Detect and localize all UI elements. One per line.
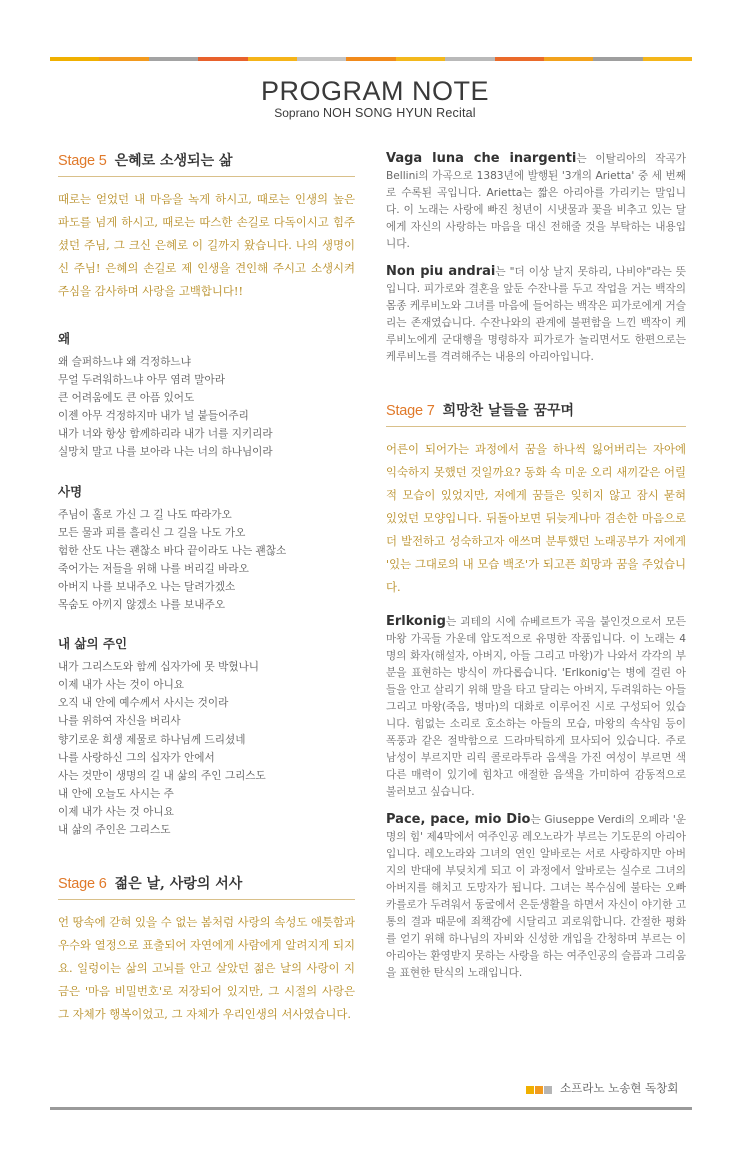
song-text: 는 Giuseppe Verdi의 오페라 '운명의 힘' 제4막에서 여주인공 레오노라가 부르는 기도문의 아리아입니다. 레오노라와 그녀의 연인 알바로는 서로 사랑하지만 아버지의 반대에 부딪치게 되고 이 과정에서 알바로는 실수로 그녀의 아버지를 해치고 도망자가 됩니다. 그녀는 복수심에 불타는 오빠 카를로가 두려워서 동굴에서 은둔생활을 하면서 자신이 야기한 고통의 결과 때문에 죄책감에 시달리고 괴로워합니다. 간절한 평화를 얻기 위해 하나님의 자비와 신성한 개입을 간청하며 부르는 이 아리아는 환영받지 못하는 사랑을 하는 여주인공의 슬픔과 그리움을 표현한 탄식의 노래입니다. xyxy=(386,814,686,979)
poem-block xyxy=(58,634,355,839)
poem-line: 내 안에 오늘도 사시는 주 xyxy=(58,787,174,800)
stage7-heading xyxy=(386,400,686,427)
song-description xyxy=(386,811,686,982)
poem-block xyxy=(58,482,355,615)
poem-line: 나를 위하여 자신을 버리사 xyxy=(58,715,181,728)
song-title: Vaga luna che inargenti xyxy=(386,151,577,166)
top-color-bar xyxy=(50,57,692,61)
color-bar-segment xyxy=(544,57,593,61)
song-title: Pace, pace, mio Dio xyxy=(386,812,531,827)
song-text: 는 이탈리아의 작곡가 Bellini의 가곡으로 1383년에 발행된 '3개의 Arietta' 중 세 번째로 수록된 곡입니다. Arietta는 짧은 아리아를 가리키는 말입니다. 이 노래는 사랑에 빠진 청년이 시냇물과 꽃을 비추고 있는 달에게 자신의 사랑하는 마음을 대신 전해줄 것을 부탁하는 내용입니다. xyxy=(386,153,686,250)
color-bar-segment xyxy=(50,57,99,61)
poem-line: 이제 내가 사는 것이 아니요 xyxy=(58,679,185,692)
poem-line: 이젠 아무 걱정하지마 내가 널 붙들어주리 xyxy=(58,410,249,423)
stage5-title: 은혜로 소생되는 삶 xyxy=(114,153,233,169)
stage7-title: 희망찬 날들을 꿈꾸며 xyxy=(442,403,575,419)
poem-line: 왜 슬퍼하느냐 왜 걱정하느냐 xyxy=(58,356,191,368)
color-bar-segment xyxy=(297,57,346,61)
footer-square xyxy=(535,1086,543,1094)
poem-line: 실망치 말고 나를 보아라 나는 너의 하나님이라 xyxy=(58,446,273,459)
poem-line: 험한 산도 나는 괜찮소 바다 끝이라도 나는 괜찮소 xyxy=(58,544,287,557)
color-bar-segment xyxy=(445,57,494,61)
song-text: 는 "더 이상 날지 못하리, 나비야"라는 뜻입니다. 피가로와 결혼을 앞둔 수잔나를 두고 작업을 거는 백작의 몸종 케루비노와 그녀를 마음에 들어하는 백작은 피가로에게 거슬리는 존재였습니다. 수잔나와의 관계에 불편함을 느낀 백작이 케루비노에게 군대행을 명령하자 피가로가 놀리면서도 한편으로는 케루비노를 격려해주는 내용의 아리아입니다. xyxy=(386,266,686,363)
poem-line: 내가 그리스도와 함께 십자가에 못 박혔나니 xyxy=(58,661,260,674)
stage6-title: 젊은 날, 사랑의 서사 xyxy=(114,876,243,893)
poem-line: 오직 내 안에 예수께서 사시는 것이라 xyxy=(58,697,229,710)
poem-line: 이제 내가 사는 것 아니요 xyxy=(58,805,174,818)
poem-line: 목숨도 아끼지 않겠소 나를 보내주오 xyxy=(58,599,225,612)
stage6-heading xyxy=(58,873,355,900)
stage5-label: Stage 5 xyxy=(58,153,107,169)
page-title: PROGRAM NOTE xyxy=(260,76,489,106)
color-bar-segment xyxy=(149,57,198,61)
color-bar-segment xyxy=(99,57,148,61)
footer-square xyxy=(526,1086,534,1094)
color-bar-segment xyxy=(396,57,445,61)
stage7-label: Stage 7 xyxy=(386,403,435,419)
poem-block xyxy=(58,329,355,462)
poem-line: 무얼 두려워하느냐 아무 염려 말아라 xyxy=(58,374,225,387)
poem-line: 주님이 홀로 가신 그 길 나도 따라가오 xyxy=(58,508,232,521)
stage6-intro: 언 땅속에 갇혀 있을 수 없는 봄처럼 사랑의 속성도 애틋함과 우수와 열정으로 표출되어 자연에게 사람에게 알려지게 되지요. 일렁이는 삶의 고뇌를 안고 살았던 젊은 날의 사랑이 지금은 '마음 비밀번호'로 저장되어 있지만, 그 시절의 사랑은 그 자체가 행복이었고, 그 자체가 우리인생의 서사였습니다. xyxy=(58,915,355,1022)
footer-squares xyxy=(526,1086,552,1094)
poem-line: 모든 물과 피를 흘리신 그 길을 나도 가오 xyxy=(58,526,246,539)
song-description xyxy=(386,263,686,366)
poem-line: 죽어가는 저들을 위해 나를 버리길 바라오 xyxy=(58,562,249,575)
song-description xyxy=(386,613,686,801)
right-column xyxy=(386,150,686,982)
poem-line: 내가 너와 항상 함께하리라 내가 너를 지키리라 xyxy=(58,428,273,441)
color-bar-segment xyxy=(248,57,297,61)
poem-line: 내 삶의 주인은 그리스도 xyxy=(58,823,171,836)
song-title: Erlkonig xyxy=(386,614,446,629)
stage7-intro: 어른이 되어가는 과정에서 꿈을 하나씩 잃어버리는 자아에 익숙하지 못했던 것일까요? 동화 속 미운 오리 새끼같은 어릴 적 모습이 있었지만, 저에게 꿈들은 잊히지 않고 잠시 묻혀 있었던 모양입니다. 뒤돌아보면 뒤늦게나마 겸손한 마음으로 더 발전하고 성숙하고자 애쓰며 분투했던 노래공부가 저에게 '있는 그대로의 내 모습 백조'가 되고픈 희망과 꿈을 주었습니다. xyxy=(386,442,686,594)
poem-line: 아버지 나를 보내주오 나는 달려가겠소 xyxy=(58,580,236,593)
poem-line: 나를 사랑하신 그의 십자가 안에서 xyxy=(58,751,215,764)
song-description xyxy=(386,150,686,253)
stage5-intro: 때로는 얻었던 내 마음을 녹게 하시고, 때로는 인생의 높은 파도를 넘게 하시고, 때로는 따스한 손길로 다독이시고 힘주셨던 주님, 그 크신 은혜로 이 길까지 왔습니다. 나의 생명이신 주님! 은혜의 손길로 제 인생을 견인해 주시고 소생시켜 주심을 감사하며 사랑을 고백합니다!! xyxy=(58,192,355,298)
page-subtitle xyxy=(0,106,750,120)
poem-line: 향기로운 희생 제물로 하나님께 드리셨네 xyxy=(58,733,246,746)
subtitle-prefix: Soprano xyxy=(274,106,320,120)
poem-line: 큰 어려움에도 큰 아픔 있어도 xyxy=(58,392,195,405)
color-bar-segment xyxy=(495,57,544,61)
footer-square xyxy=(544,1086,552,1094)
subtitle-name: NOH SONG HYUN Recital xyxy=(322,106,476,120)
stage5-heading xyxy=(58,150,355,177)
color-bar-segment xyxy=(593,57,642,61)
stage6-label: Stage 6 xyxy=(58,876,107,893)
footer-text: 소프라노 노송현 독창회 xyxy=(560,1081,679,1095)
poem-title: 내 삶의 주인 xyxy=(58,636,128,652)
left-column xyxy=(58,150,355,1026)
song-text: 는 괴테의 시에 슈베르트가 곡을 붙인것으로서 모든 마왕 가곡들 가운데 압도적으로 유명한 작품입니다. 이 노래는 4명의 화자(해설자, 아버지, 아들 그리고 마왕)가 나와서 각각의 부분을 표현하는 방식이 까다롭습니다. 'Erlkonig'는 병에 걸린 아들을 안고 살리기 위해 말을 타고 달리는 아버지, 두려워하는 아들 그리고 마왕(죽음, 병마)의 대화로 이루어진 시로 구성되어 있습니다. 힘없는 소리로 호소하는 아들의 모습, 마왕의 속삭임 등이 폭풍과 같은 절박함으로 드라마틱하게 묘사되어 있습니다. 주로 남성이 부르지만 리릭 콜로라투라 음색을 가진 여성이 부르면 색다른 매력이 있기에 힘차고 애절한 음색을 가미하여 감동적으로 불러보고 싶습니다. xyxy=(386,616,686,798)
poem-title: 사명 xyxy=(58,483,83,499)
poem-title: 왜 xyxy=(58,331,71,346)
color-bar-segment xyxy=(643,57,692,61)
poem-line: 사는 것만이 생명의 길 내 삶의 주인 그리스도 xyxy=(58,769,266,782)
color-bar-segment xyxy=(198,57,247,61)
color-bar-segment xyxy=(346,57,395,61)
song-title: Non piu andrai xyxy=(386,264,496,279)
bottom-rule xyxy=(50,1107,692,1110)
